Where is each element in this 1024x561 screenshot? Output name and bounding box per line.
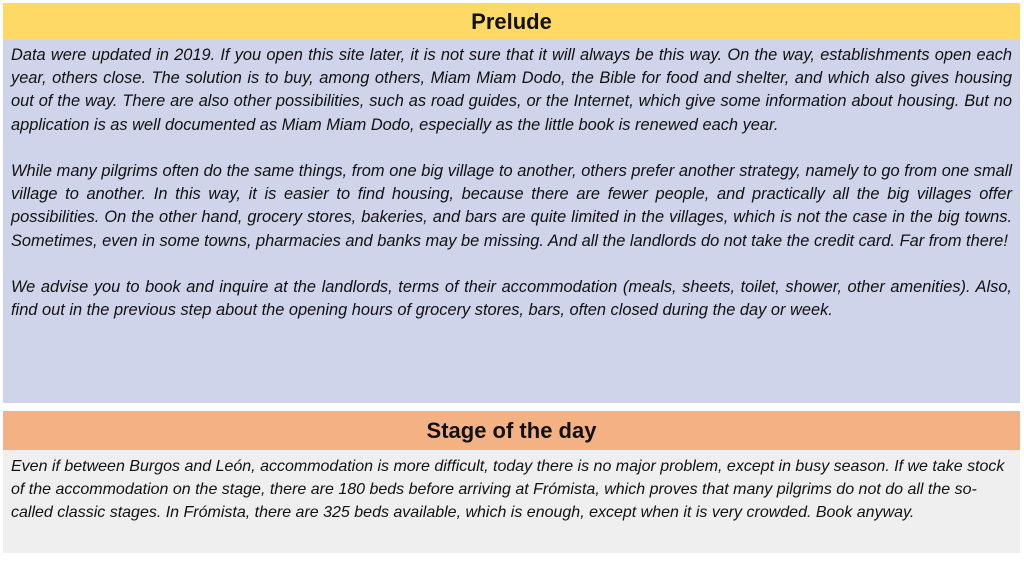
prelude-heading: Prelude (3, 3, 1020, 40)
prelude-paragraph-3: We advise you to book and inquire at the landlords, terms of their accommodation (meals, sheets, toilet, shower, other amenities). Also, find out in the previous step about the opening hours of grocery stores, bars, often closed during the day or week. (11, 278, 1012, 320)
stage-of-the-day-heading: Stage of the day (3, 411, 1020, 450)
prelude-text-block (3, 40, 1020, 403)
stage-of-the-day-text-block (3, 450, 1020, 553)
prelude-paragraph-2: While many pilgrims often do the same things, from one big village to another, others prefer another strategy, namely to go from one small village to another. In this way, it is easier to find housing, because there are fewer people, and practically all the big villages offer possibilities. On the other hand, grocery stores, bakeries, and bars are quite limited in the villages, which is not the case in the big towns. Sometimes, even in some towns, pharmacies and banks may be missing. And all the landlords do not take the credit card. Far from there! (11, 162, 1012, 250)
stage-paragraph: Even if between Burgos and León, accommodation is more difficult, today there is no major problem, except in busy season. If we take stock of the accommodation on the stage, there are 180 beds before arriving at Frómista, which proves that many pilgrims do not do all the so-called classic stages. In Frómista, there are 325 beds available, which is enough, except when it is very crowded. Book anyway. (11, 458, 1005, 522)
prelude-paragraph-1: Data were updated in 2019. If you open this site later, it is not sure that it will always be this way. On the way, establishments open each year, others close. The solution is to buy, among others, Miam Miam Dodo, the Bible for food and shelter, and which also gives housing out of the way. There are also other possibilities, such as road guides, or the Internet, which give some information about housing. But no application is as well documented as Miam Miam Dodo, especially as the little book is renewed each year. (11, 46, 1012, 134)
